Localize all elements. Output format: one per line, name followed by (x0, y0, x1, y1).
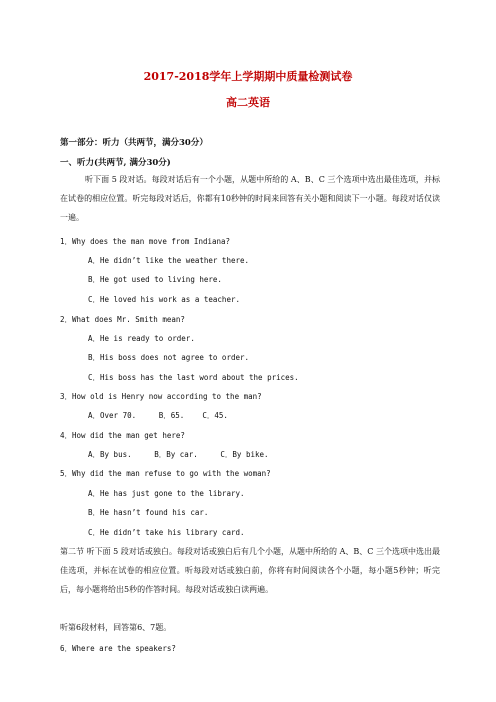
section-heading: 一、听力(共两节, 满分30分) (60, 158, 171, 168)
section2-instructions: 第二节 听下面 5 段对话或独白。每段对话或独白后有几个小题，从题中所给的 A、B、C 三个选项中选出最佳选项，并标在试卷的相应位置。听每段对话或独白前，你将有时间阅读各个小题，每小题5秒钟；听完后，每小题将给出5秒的作答时间。每段对话或独白读两遍。 (60, 547, 440, 594)
question-5-option-a: A．He has just gone to the library. (88, 489, 245, 498)
question-3-options: A．Over 70. B．65. C．45. (88, 411, 228, 420)
question-4-options: A．By bus. B．By car. C．By bike. (88, 450, 269, 459)
question-1-option-b: B．He got used to living here. (88, 275, 222, 284)
material-6-note: 听第6段材料，回答第6、7题。 (60, 623, 172, 632)
question-1-option-a: A．He didn’t like the weather there. (88, 256, 250, 265)
question-2-option-c: C．His boss has the last word about the prices. (88, 373, 299, 382)
part1-heading: 第一部分：听力（共两节，满分30分） (60, 138, 208, 148)
question-6: 6．Where are the speakers? (60, 644, 176, 653)
question-5-option-c: C．He didn’t take his library card. (88, 528, 245, 537)
question-2: 2．What does Mr. Smith mean? (60, 315, 185, 324)
question-5: 5．Why did the man refuse to go with the woman? (60, 469, 271, 478)
question-3: 3．How old is Henry now according to the man? (60, 392, 262, 401)
section1-instructions (60, 170, 440, 227)
question-2-option-b: B．His boss does not agree to order. (88, 353, 250, 362)
exam-subject: 高二英语 (226, 96, 270, 109)
question-1: 1．Why does the man move from Indiana? (60, 237, 231, 246)
question-4: 4．How did the man get here? (60, 431, 185, 440)
section1-instructions-text: 听下面 5 段对话。每段对话后有一个小题，从题中所给的 A、B、C 三个选项中选出最佳选项，并标在试卷的相应位置。听完每段对话后，你都有10秒钟的时间来回答有关小题和阅读下一小题。每段对话仅读一遍。 (60, 175, 440, 222)
question-5-option-b: B．He hasn’t found his car. (88, 508, 209, 517)
exam-title: 2017-2018学年上学期期中质量检测试卷 (143, 70, 353, 83)
question-1-option-c: C．He loved his work as a teacher. (88, 295, 240, 304)
question-2-option-a: A．He is ready to order. (88, 334, 195, 343)
